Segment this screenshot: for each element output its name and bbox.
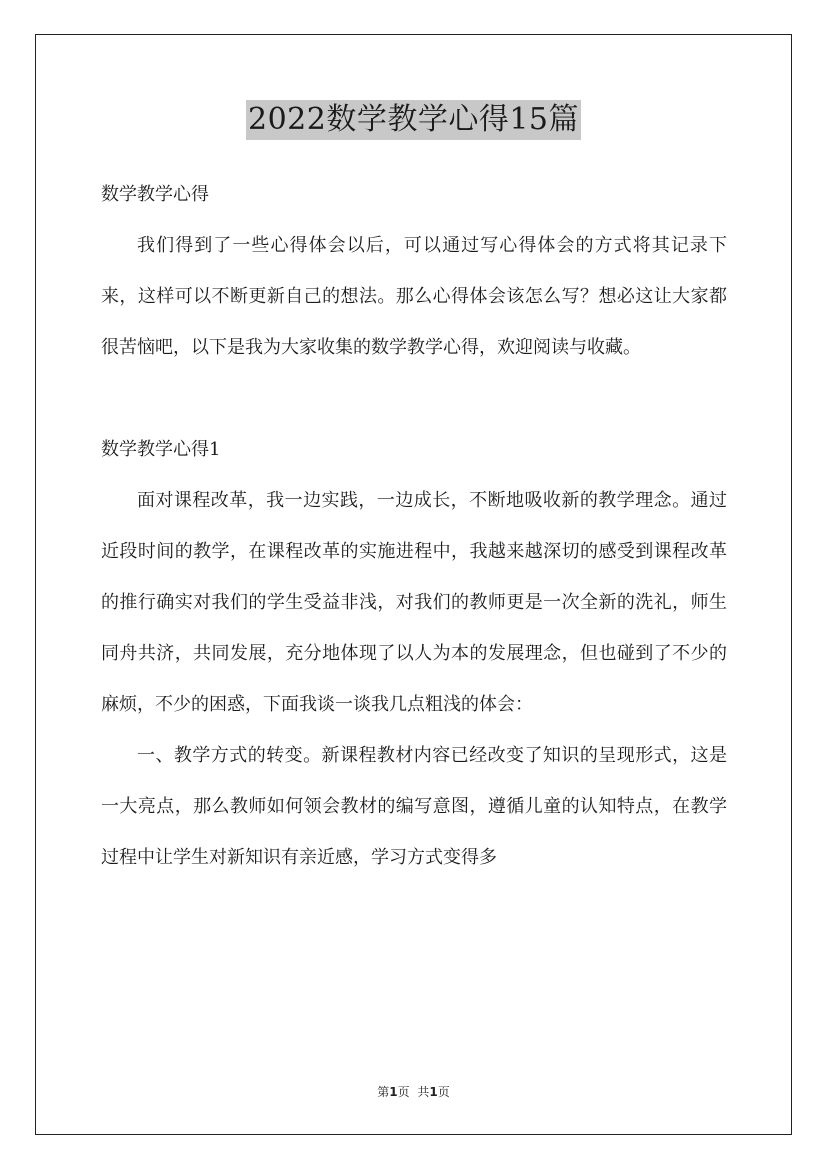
total-label-suffix: 页 <box>437 1085 450 1099</box>
page-footer <box>0 1082 827 1102</box>
page-label-prefix: 第 <box>377 1085 390 1099</box>
body-paragraph: 面对课程改革，我一边实践，一边成长，不断地吸收新的教学理念。通过近段时间的教学，在课程改革的实施进程中，我越来越深切的感受到课程改革的推行确实对我们的学生受益非浅，对我们的教师更是一次全新的洗礼，师生同舟共济，共同发展，充分地体现了以人为本的发展理念，但也碰到了不少的麻烦，不少的困惑，下面我谈一谈我几点粗浅的体会： <box>101 490 727 715</box>
page-number: 1 <box>389 1085 398 1099</box>
section-spacer <box>101 373 727 424</box>
title-container <box>0 100 827 140</box>
total-label-prefix: 共 <box>417 1085 430 1099</box>
body-paragraph: 我们得到了一些心得体会以后，可以通过写心得体会的方式将其记录下来，这样可以不断更新自己的想法。那么心得体会该怎么写？想必这让大家都很苦恼吧，以下是我为大家收集的数学教学心得，欢迎阅读与收藏。 <box>101 235 727 358</box>
document-body <box>101 169 727 883</box>
total-pages: 1 <box>429 1085 438 1099</box>
page-label-suffix: 页 <box>397 1085 410 1099</box>
section-heading: 数学教学心得1 <box>101 439 221 460</box>
section-heading: 数学教学心得 <box>101 184 209 205</box>
body-paragraph: 一、教学方式的转变。新课程教材内容已经改变了知识的呈现形式，这是一大亮点，那么教师如何领会教材的编写意图，遵循儿童的认知特点，在教学过程中让学生对新知识有亲近感，学习方式变得多 <box>101 745 727 868</box>
document-title: 2022数学教学心得15篇 <box>246 100 581 140</box>
